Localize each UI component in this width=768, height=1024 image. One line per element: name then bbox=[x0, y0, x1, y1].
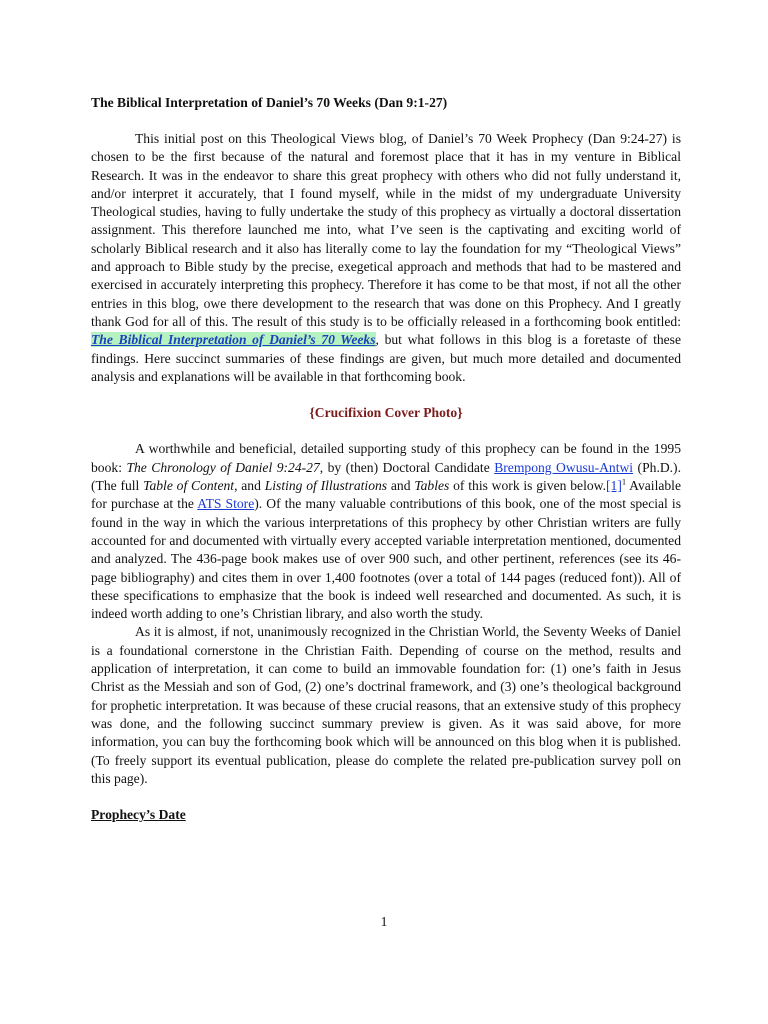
document-page bbox=[91, 94, 681, 824]
book-title-chronology: The Chronology of Daniel 9:24-27 bbox=[126, 459, 320, 475]
page-number: 1 bbox=[380, 914, 388, 929]
footnote-link[interactable]: [1] bbox=[606, 478, 622, 494]
p2-text-5: and bbox=[387, 478, 415, 494]
p2-text-6: of this work is given below. bbox=[449, 478, 606, 494]
book-title-highlight[interactable]: The Biblical Interpretation of Daniel’s 70 Weeks bbox=[91, 332, 376, 348]
intro-text-after: , but what follows in this blog is a foretaste of these findings. Here succinct summaries of these findings are given, but much more detailed and documented analysis and explanations will be available in that forthcoming book. bbox=[91, 332, 681, 384]
supporting-study-paragraph bbox=[91, 440, 681, 623]
crucifixion-cover-photo-caption: {Crucifixion Cover Photo} bbox=[309, 405, 463, 421]
p2-text-1: A worthwhile and beneficial, detailed supporting study of this prophecy can be found in the 1995 book: bbox=[91, 441, 681, 475]
table-of-content-text: Table of Content bbox=[143, 478, 235, 494]
p2-text-7: Available for purchase at the bbox=[91, 478, 681, 512]
p2-text-2: , by (then) Doctoral Candidate bbox=[319, 459, 495, 475]
prophecy-date-heading: Prophecy’s Date bbox=[91, 807, 186, 823]
ats-store-link[interactable]: ATS Store bbox=[197, 496, 255, 512]
footnote-superscript: 1 bbox=[621, 476, 627, 487]
listing-of-illustrations-text: Listing of Illustrations bbox=[264, 478, 388, 494]
seventy-weeks-paragraph: As it is almost, if not, unanimously recognized in the Christian World, the Seventy Weeks of Daniel is a foundational cornerstone in the Christian Faith. Depending of course on the method, results and application of interpretation, it can come to build an immovable foundation for: (1) one’s faith in Jesus Christ as the Messiah and son of God, (2) one’s doctrinal framework, and (3) one’s theological background for prophetic interpretation. It was because of these crucial reasons, that an extensive study of this prophecy was done, and the following succinct summary preview is given. As it was said above, for more information, you can buy the forthcoming book which will be announced on this blog when it is published. (To freely support its eventual publication, please do complete the related pre-publication survey poll on this page). bbox=[91, 624, 681, 786]
p2-text-4: , and bbox=[234, 478, 265, 494]
p2-text-3: (Ph.D.). (The full bbox=[91, 459, 681, 494]
intro-text-before: This initial post on this Theological Views blog, of Daniel’s 70 Week Prophecy (Dan 9:24-27) is chosen to be the first because of the natural and foremost place that it has in my venture in Biblical Research. It was in the endeavor to share this great prophecy with others who did not fully understand it, and/or interpret it accurately, that I found myself, while in the midst of my undergraduate University Theological studies, having to fully undertake the study of this prophecy as virtually a doctoral dissertation assignment. This therefore launched me into, what I’ve seen is the captivating and exciting world of scholarly Biblical research and it also has literally come to lay the foundation for my “Theological Views” and approach to Bible study by the precise, exegetical approach and methods that had to be mastered and exercised in accurately interpreting this prophecy. Therefore it has come to be that most, if not all the other entries in this blog, owe there development to the research that was done on this Prophecy. And I greatly thank God for all of this. The result of this study is to be officially released in a forthcoming book entitled: bbox=[91, 131, 681, 329]
document-title: The Biblical Interpretation of Daniel’s 70 Weeks (Dan 9:1-27) bbox=[91, 95, 448, 110]
intro-paragraph bbox=[91, 130, 681, 386]
tables-text: Tables bbox=[414, 478, 450, 494]
p2-text-8: ). Of the many valuable contributions of this book, one of the most special is found in the way in which the various interpretations of this prophecy by other Christian writers are fully accounted for and documented with virtually every accepted variable interpretation mentioned, documented and analyzed. The 436-page book makes use of over 900 such, and other pertinent, references (see its 46-page bibliography) and cites them in over 1,400 footnotes (over a total of 144 pages (reduced font)). All of these specifications to emphasize that the book is indeed well researched and documented. As such, it is indeed worth adding to one’s Christian library, and also worth the study. bbox=[91, 496, 681, 622]
author-link[interactable]: Brempong Owusu-Antwi bbox=[494, 459, 634, 475]
